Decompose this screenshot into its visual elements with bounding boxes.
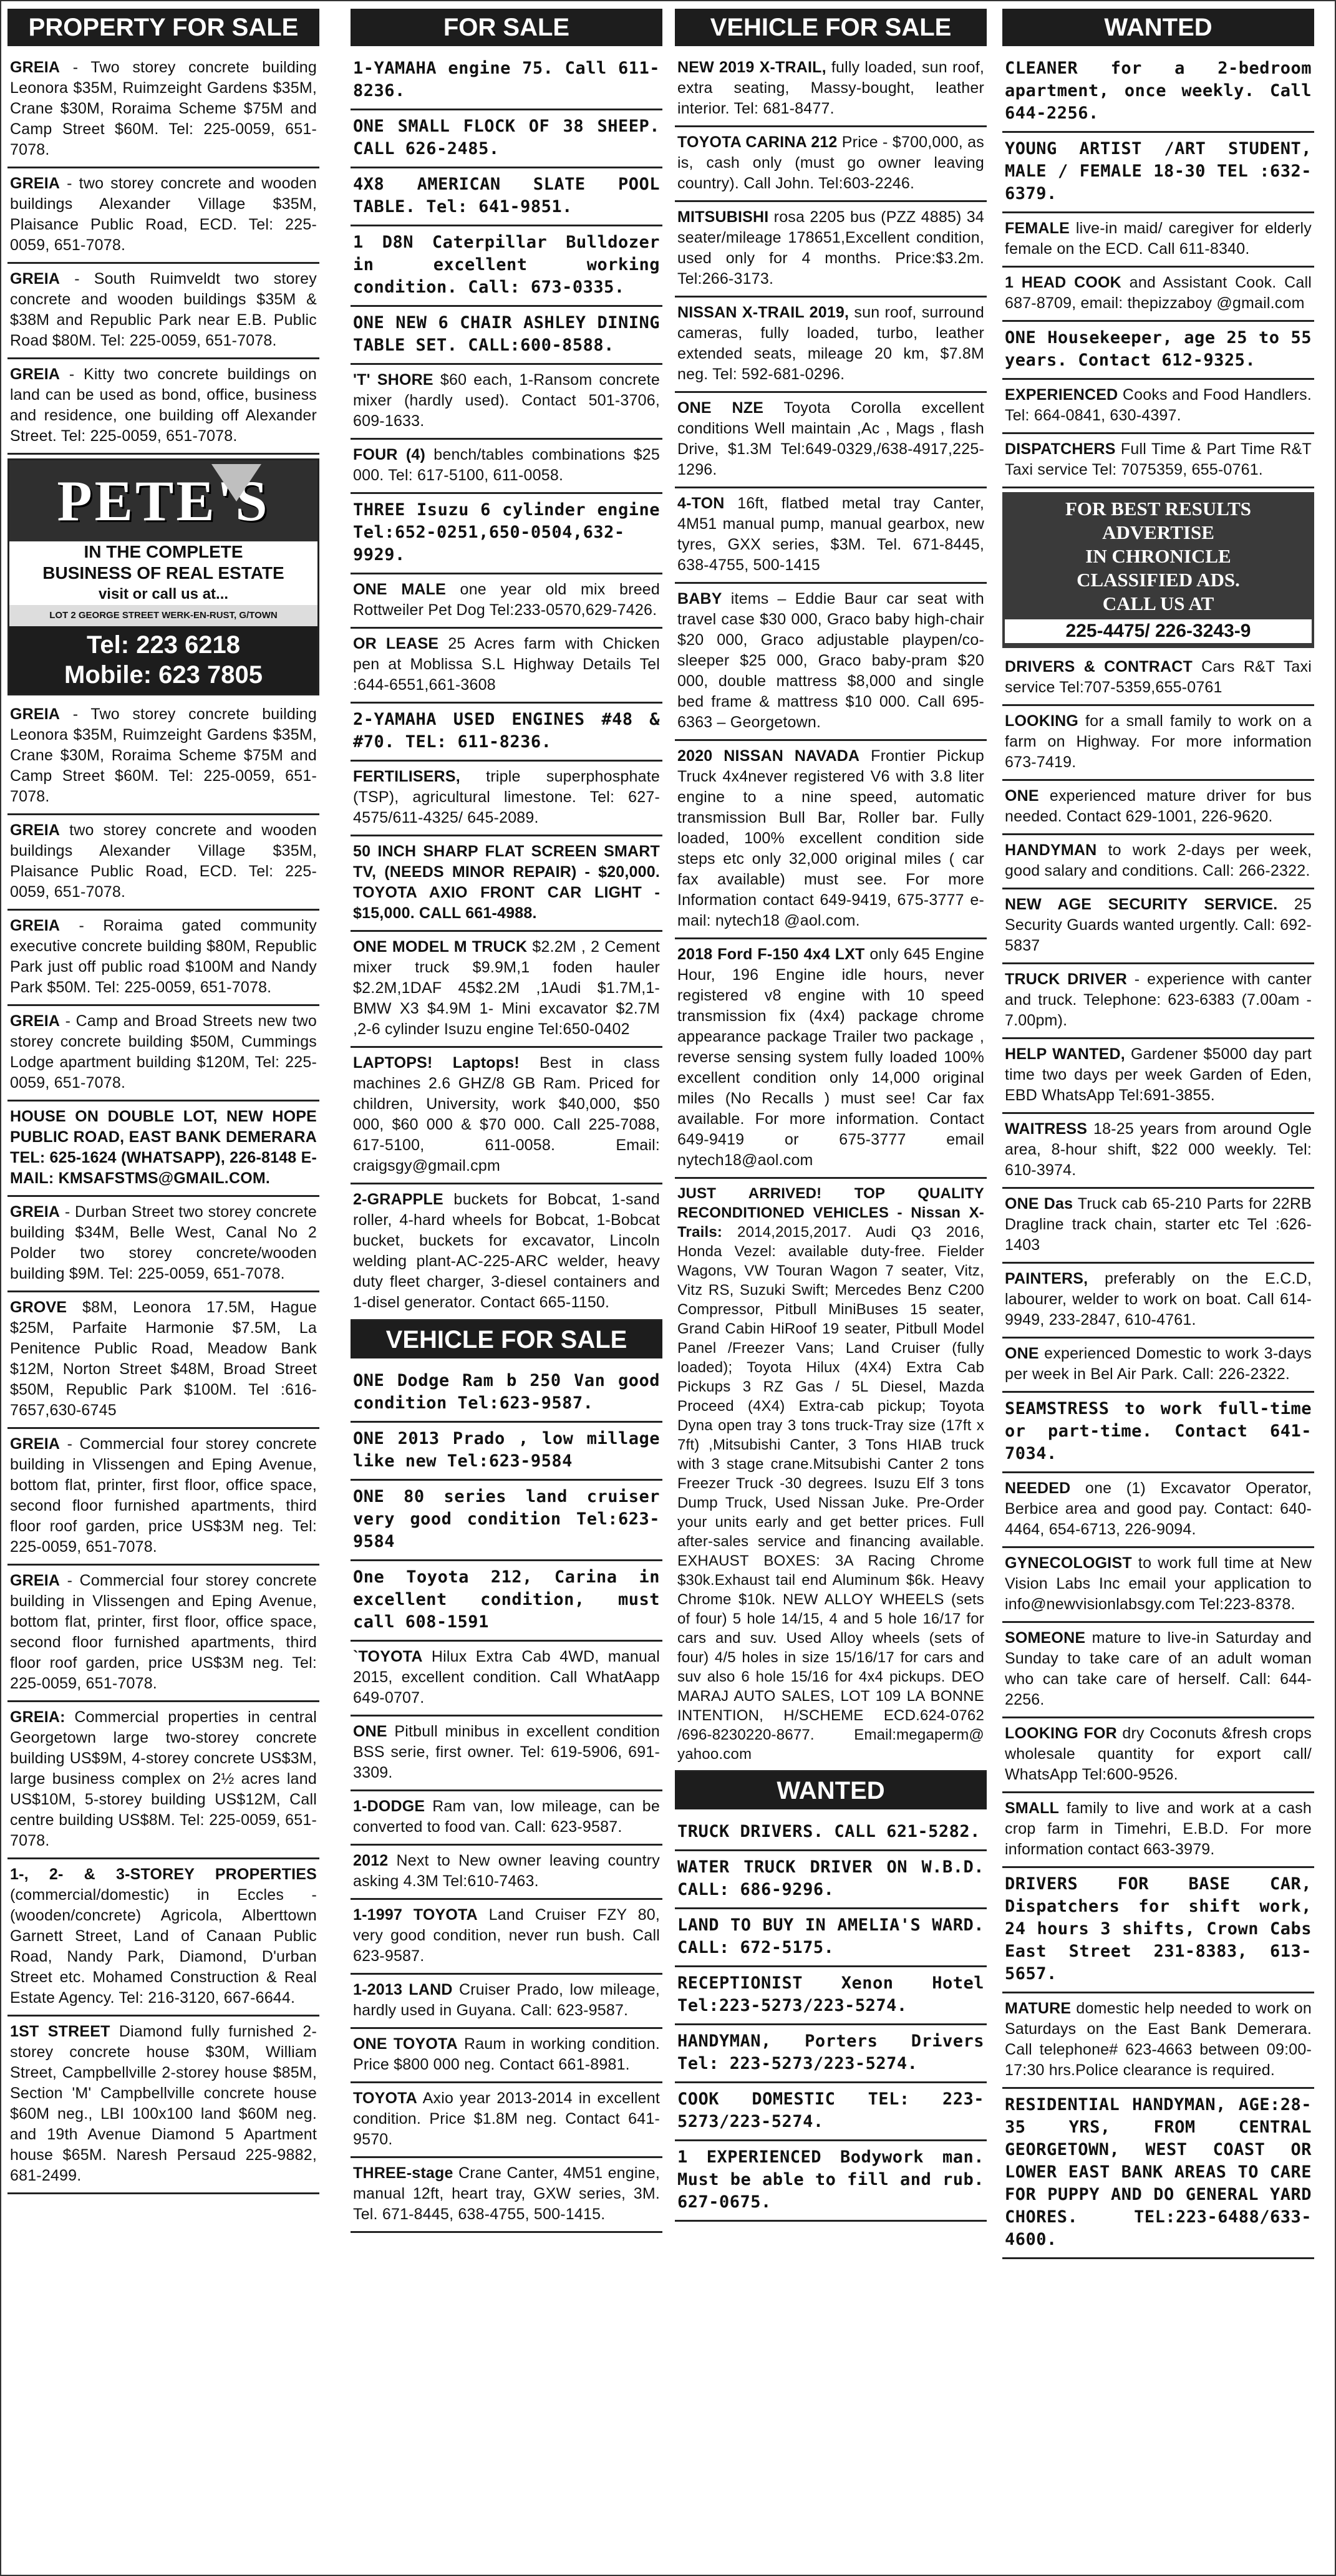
ad-lead: 1-DODGE xyxy=(353,1798,425,1815)
petes-tel: Tel: 223 6218 xyxy=(86,631,241,659)
classified-ad xyxy=(675,2141,987,2222)
classified-ad xyxy=(351,1642,662,1717)
ad-text: items – Eddie Baur car seat with travel case $30 000, Graco baby high-chair $20 000, Graco adjustable playpen/co-sleeper $25 000, Graco baby-pram $20 000, double mattress $8,000 and single bed frame & mattress $10 000. Call 695-6363 – Georgetown. xyxy=(677,590,984,731)
ad-lead: 4-TON xyxy=(677,495,725,512)
promo-line-5: CALL US AT xyxy=(1102,593,1214,614)
classified-ad xyxy=(351,1048,662,1184)
ad-text: 25 Acres farm with Chicken pen at Moblissa S.L Highway Details Tel :644-6551,661-3608 xyxy=(353,635,660,694)
petes-tagline-1: IN THE COMPLETE xyxy=(84,542,243,561)
classified-ad xyxy=(1002,2089,1314,2259)
classified-ad xyxy=(1002,133,1314,213)
classified-ad xyxy=(351,307,662,365)
ad-lead: HELP WANTED, xyxy=(1005,1045,1125,1063)
ad-text: - Commercial four storey concrete building in Vlissengen and Eping Avenue, bottom flat, printer, first floor, office space, second floor furnished apartments, third floor roof garden, price US$3M neg. Tel: 225-0059, 651-7078. xyxy=(10,1435,317,1556)
classified-ad xyxy=(675,1851,987,1909)
ad-lead: ONE Das xyxy=(1005,1195,1073,1213)
ad-lead: `TOYOTA xyxy=(353,1648,423,1665)
classified-ad xyxy=(351,440,662,494)
classified-ad xyxy=(1002,1868,1314,1993)
classified-ad xyxy=(351,1365,662,1423)
ad-lead: LOOKING FOR xyxy=(1005,1725,1117,1742)
ad-text: dry Coconuts &fresh crops wholesale quantity for export call/ WhatsApp Tel:600-9526. xyxy=(1005,1725,1312,1783)
classified-ad xyxy=(675,939,987,1179)
classified-ad xyxy=(1002,889,1314,964)
ad-text: $8M, Leonora 17.5M, Hague $25M, Parfaite Harmonie $7.5M, La Penitence Public Road, Meadow Bank $12M, Norton Street $48M, Broad Street $50M, Republic Park $100M. Tel :616-7657,630-6745 xyxy=(10,1299,317,1419)
petes-phones xyxy=(9,626,317,694)
classified-ad xyxy=(1002,1548,1314,1623)
ad-lead: BABY xyxy=(677,590,722,608)
ad-text: $2.2M , 2 Cement mixer truck $9.9M,1 foden hauler $2.2M,1DAF 45$2.2M ,1Audi $1.7M,1-BMW X3 $4.9M 1- Mini excavator $2.7M ,2-6 cylinder Isuzu engine Tel:650-0402 xyxy=(353,938,661,1038)
ad-lead: GREIA xyxy=(10,175,61,192)
wanted-ads-2 xyxy=(675,1816,987,2222)
ad-lead: 1 HEAD COOK xyxy=(1005,274,1121,291)
ad-text: Hilux Extra Cab 4WD, manual 2015, excellent condition. Call WhatAapp 649-0707. xyxy=(353,1648,660,1707)
ad-lead: ONE MALE xyxy=(353,581,446,598)
ad-text: Truck cab 65-210 Parts for 22RB Dragline track chain, starter etc Tel :626-1403 xyxy=(1005,1195,1312,1254)
classified-ad xyxy=(1002,322,1314,380)
ad-text: RESIDENTIAL HANDYMAN, AGE:28-35 YRS, FROM CENTRAL GEORGETOWN, WEST COAST OR LOWER EAST BANK AREAS TO CARE FOR PUPPY AND DO GENERAL YARD CHORES. TEL:223-6488/633-4600. xyxy=(1005,2095,1312,2249)
forsale-ads xyxy=(351,52,662,1321)
ad-lead: MITSUBISHI xyxy=(677,208,769,226)
ad-text: one (1) Excavator Operator, Berbice area and good pay. Contact: 640-4464, 654-6713, 226-9094. xyxy=(1005,1479,1312,1538)
classified-ad xyxy=(351,629,662,704)
ad-text: live-in maid/ caregiver for elderly female on the ECD. Call 611-8340. xyxy=(1005,220,1312,258)
ad-text: - Two storey concrete building Leonora $35M, Ruimzeight Gardens $35M, Crane $30M, Roraima Scheme $75M and Camp Street $60M. Tel: 225-0059, 651-7078. xyxy=(10,59,317,158)
ad-text: WATER TRUCK DRIVER ON W.B.D. CALL: 686-9296. xyxy=(677,1857,984,1899)
classified-ad xyxy=(7,1197,319,1292)
classified-ad xyxy=(1002,1718,1314,1793)
classified-ad xyxy=(351,1900,662,1975)
property-ads-top xyxy=(7,52,319,455)
ad-lead: GROVE xyxy=(10,1299,67,1316)
classified-ad xyxy=(675,1967,987,2025)
classified-ad xyxy=(1002,1793,1314,1868)
petes-logo xyxy=(9,460,317,541)
classified-ad xyxy=(7,1702,319,1859)
ad-lead: SOMEONE xyxy=(1005,1629,1086,1647)
chronicle-promo-box xyxy=(1002,492,1314,648)
ad-lead: THREE-stage xyxy=(353,2164,453,2182)
petes-mobile: Mobile: 623 7805 xyxy=(64,661,263,689)
ad-lead: GREIA xyxy=(10,917,61,934)
ad-text: - South Ruimveldt two storey concrete and wooden buildings $35M & $38M and Republic Park near E.B. Public Road $80M. Tel: 225-0059, 651-7078. xyxy=(10,270,317,349)
ad-lead: GREIA xyxy=(10,1203,61,1221)
classified-ad xyxy=(351,1481,662,1561)
classified-ad xyxy=(351,168,662,226)
petes-tagline-3: visit or call us at... xyxy=(98,586,229,603)
ad-text: for a small family to work on a farm on Highway. For more information 673-7419. xyxy=(1005,712,1312,771)
ad-text: DRIVERS FOR BASE CAR, Dispatchers for shift work, 24 hours 3 shifts, Crown Cabs East Street 231-8383, 613-5657. xyxy=(1005,1874,1312,1983)
ad-text: rosa 2205 bus (PZZ 4885) 34 seater/mileage 178651,Excellent condition, used only for 4 months. Price:$3.2m. Tel:266-3173. xyxy=(677,208,984,288)
classified-ad xyxy=(351,1975,662,2029)
ad-text: TRUCK DRIVERS. CALL 621-5282. xyxy=(677,1822,980,1841)
classified-ad xyxy=(675,2083,987,2141)
vehicle-ads-2 xyxy=(351,1365,662,2233)
ad-text: - Two storey concrete building Leonora $35M, Ruimzeight Gardens $35M, Crane $30M, Roraima Scheme $75M and Camp Street $60M. Tel: 225-0059, 651-7078. xyxy=(10,705,317,805)
ad-lead: NEW AGE SECURITY SERVICE. xyxy=(1005,896,1278,913)
ad-text: Toyota Corolla excellent conditions Well maintain ,Ac , Mags , flash Drive, $1.3M Tel:649-0329,/638-4917,225-1296. xyxy=(677,399,984,478)
classified-ad xyxy=(1002,781,1314,835)
ad-text: Gardener $5000 day part time two days per week Garden of Eden, EBD WhatsApp Tel:691-3855. xyxy=(1005,1045,1312,1104)
ad-text: 2-YAMAHA USED ENGINES #48 & #70. TEL: 611-8236. xyxy=(353,710,660,752)
promo-line-2: ADVERTISE xyxy=(1102,521,1214,543)
classified-ad xyxy=(351,1423,662,1481)
classified-ad xyxy=(351,932,662,1048)
ad-text: Land Cruiser FZY 80, very good condition, never run bush. Call 623-9587. xyxy=(353,1906,660,1965)
ad-text: ONE 2013 Prado , low millage like new Tel:623-9584 xyxy=(353,1429,660,1471)
classified-ad xyxy=(1002,434,1314,488)
ad-lead: ONE xyxy=(1005,787,1039,805)
ad-lead: NISSAN X-TRAIL 2019, xyxy=(677,304,850,321)
classified-ad xyxy=(675,2025,987,2083)
ad-text: Price - $700,000, as is, cash only (must go owner leaving country). Call John. Tel:603-2246. xyxy=(677,133,984,192)
ad-lead: GREIA: xyxy=(10,1708,65,1726)
ad-text: Cars R&T Taxi service Tel:707-5359,655-0761 xyxy=(1005,658,1312,696)
ad-text: fully loaded, sun roof, extra seating, Massy-bought, leather interior. Tel: 681-8477. xyxy=(677,59,984,117)
ad-text: Cooks and Food Handlers. Tel: 664-0841, 630-4397. xyxy=(1005,386,1312,424)
classified-ad xyxy=(351,1846,662,1900)
classified-ad xyxy=(7,264,319,359)
ad-text: Commercial properties in central Georgetown large two-storey concrete building US$9M, 4-storey concrete US$3M, large business complex on 2½ acres land US$10M, 5-storey building US$12M, Call centre building US$8M. Tel: 225-0059, 651-7078. xyxy=(10,1708,317,1849)
ad-lead: MATURE xyxy=(1005,2000,1072,2017)
classified-ad xyxy=(1002,1993,1314,2089)
classified-ad xyxy=(351,1791,662,1846)
ad-text: - Camp and Broad Streets new two storey concrete building $50M, Cummings Lodge apartment building $120M, Tel: 225-0059, 651-7078. xyxy=(10,1012,317,1092)
classified-ad xyxy=(7,52,319,168)
ad-text: experienced Domestic to work 3-days per week in Bel Air Park. Call: 226-2322. xyxy=(1005,1345,1312,1383)
ad-text: 1 EXPERIENCED Bodywork man. Must be able to fill and rub. 627-0675. xyxy=(677,2147,984,2212)
ad-lead: HOUSE ON DOUBLE LOT, NEW HOPE PUBLIC ROAD, EAST BANK DEMERARA TEL: 625-1624 (WHATSAPP), 226-8148 E-MAIL: KMSAFSTMS@GMAIL.COM. xyxy=(10,1108,317,1187)
section-header-vehicle: VEHICLE FOR SALE xyxy=(675,9,987,46)
ad-text: - Kitty two concrete buildings on land can be used as bond, office, business and residence, one building off Alexander Street. Tel: 225-0059, 651-7078. xyxy=(10,366,317,445)
classified-ad xyxy=(675,202,987,298)
property-ads-bottom xyxy=(7,699,319,2194)
classified-ad xyxy=(351,52,662,110)
ad-text: experienced mature driver for bus needed. Contact 629-1001, 226-9620. xyxy=(1005,787,1312,825)
ad-text: only 645 Engine Hour, 196 Engine idle hours, never registered v8 engine with 10 speed transmission fix (4x4) package chrome appearance package Trailer two package , reverse sensing system fully loaded 100% excellent condition only 14,000 original miles (No Recalls ) must see! Car fax available. For more information. Contact 649-9419 or 675-3777 email nytech18@aol.com xyxy=(677,946,984,1169)
property-column xyxy=(7,9,319,2569)
ad-lead: TOYOTA CARINA 212 xyxy=(677,133,838,151)
classified-ad xyxy=(1002,1264,1314,1339)
ad-text: Crane Canter, 4M51 engine, manual 12ft, heart tray, GXW series, 3M. Tel. 671-8445, 638-4755, 500-1415. xyxy=(353,2164,660,2223)
ad-lead: 2012 xyxy=(353,1852,389,1869)
classified-ad xyxy=(675,741,987,939)
classified-ad xyxy=(1002,1473,1314,1548)
classified-ad xyxy=(1002,964,1314,1039)
ad-text: Best in class machines 2.6 GHZ/8 GB Ram. Priced for children, University, work $40,000, $50 000, $60 000 & $70 000. Call 225-7088, 617-5100, 611-0058. Email: craigsgy@gmail.cpm xyxy=(353,1054,661,1174)
classified-ad xyxy=(351,704,662,762)
ad-lead: FERTILISERS, xyxy=(353,768,460,785)
wanted-ads-more xyxy=(1002,652,1314,2259)
ad-lead: ONE MODEL M TRUCK xyxy=(353,938,528,956)
ad-text: SEAMSTRESS to work full-time or part-time. Contact 641-7034. xyxy=(1005,1399,1312,1463)
ad-text: family to live and work at a cash crop farm in Timehri, E.B.D. For more information contact 663-3979. xyxy=(1005,1799,1312,1858)
classified-ad xyxy=(7,1102,319,1197)
ad-text: Full Time & Part Time R&T Taxi service Tel: 7075359, 655-0761. xyxy=(1005,440,1312,478)
ad-text: Diamond fully furnished 2-storey concrete house $30M, William Street, Campbellville 2-storey house $85M, Section 'M' Campbellville concrete house $60M neg., LBI 100x100 land $60M neg. and 19th Avenue Diamond 5 Apartment house $65M. Naresh Persaud 225-9882, 681-2499. xyxy=(10,2023,317,2184)
ad-text: Ram van, low mileage, can be converted to food van. Call: 623-9587. xyxy=(353,1798,660,1836)
ad-text: to work full time at New Vision Labs Inc email your application to info@newvisionlabsgy.com Tel:223-8378. xyxy=(1005,1554,1312,1613)
ad-lead: GREIA xyxy=(10,59,61,76)
classified-ad xyxy=(1002,213,1314,268)
classified-ad xyxy=(351,1561,662,1642)
classified-ad xyxy=(351,2158,662,2233)
section-header-vehicle-2: VEHICLE FOR SALE xyxy=(351,1321,662,1358)
ad-text: mature to live-in Saturday and Sunday to take care of an adult woman who can take care of herself. Call: 644-2256. xyxy=(1005,1629,1312,1708)
classified-ad xyxy=(1002,1039,1314,1114)
classified-ad xyxy=(351,2029,662,2083)
ad-text: RECEPTIONIST Xenon Hotel Tel:223-5273/223-5274. xyxy=(677,1973,984,2015)
ad-text: domestic help needed to work on Saturdays on the East Bank Demerara. Call telephone# 623-4663 between 09:00- 17:30 hrs.Police clearance is required. xyxy=(1005,2000,1312,2079)
classified-ad xyxy=(1002,1339,1314,1393)
ad-lead: EXPERIENCED xyxy=(1005,386,1118,404)
classified-ad xyxy=(351,2083,662,2158)
promo-line-4: CLASSIFIED ADS. xyxy=(1077,569,1240,591)
classified-ad xyxy=(1002,706,1314,781)
ad-lead: 2020 NISSAN NAVADA xyxy=(677,747,860,765)
ad-text: two storey concrete and wooden buildings Alexander Village $35M, Plaisance Public Road, ECD. Tel: 225-0059, 651-7078. xyxy=(10,821,317,901)
ad-lead: 1-2013 LAND xyxy=(353,1981,453,1998)
ad-text: 16ft, flatbed metal tray Canter, 4M51 manual pump, manual gearbox, new tyres, GXX series, $3M. Tel. 671-8445, 638-4755, 500-1415 xyxy=(677,495,984,574)
classified-ad xyxy=(1002,1393,1314,1473)
ad-text: HANDYMAN, Porters Drivers Tel: 223-5273/223-5274. xyxy=(677,2031,984,2073)
ad-lead: LAPTOPS! Laptops! xyxy=(353,1054,520,1072)
classified-ad xyxy=(351,1184,662,1321)
classified-ad xyxy=(1002,1189,1314,1264)
ad-text: buckets for Bobcat, 1-sand roller, 4-hard wheels for Bobcat, 1-Bobcat bucket, buckets for excavator, Lincoln welding plant-AC-225-ARC welder, heavy duty fleet charger, 3-diesel containers and 1-disel generator. Contact 665-1150. xyxy=(353,1191,660,1311)
ad-lead: OR LEASE xyxy=(353,635,439,652)
section-header-property: PROPERTY FOR SALE xyxy=(7,9,319,46)
ad-lead: GREIA xyxy=(10,270,61,288)
ad-text: - Durban Street two storey concrete building $34M, Belle West, Canal No 2 Polder two storey concrete/wooden building $9M. Tel: 225-0059, 651-7078. xyxy=(10,1203,317,1282)
classified-ad xyxy=(7,911,319,1006)
classified-ad xyxy=(7,1006,319,1102)
classified-ad xyxy=(675,393,987,488)
ad-lead: TRUCK DRIVER xyxy=(1005,971,1127,988)
classified-ad xyxy=(351,226,662,307)
vehicle-column xyxy=(675,9,987,2569)
classified-ad xyxy=(7,1566,319,1702)
ad-lead: GREIA xyxy=(10,1572,61,1589)
ad-lead: PAINTERS, xyxy=(1005,1270,1088,1287)
classified-ad xyxy=(351,365,662,440)
classified-ad xyxy=(351,494,662,574)
ad-text: ONE NEW 6 CHAIR ASHLEY DINING TABLE SET. CALL:600-8588. xyxy=(353,313,660,355)
ad-lead: LOOKING xyxy=(1005,712,1079,730)
classified-ad xyxy=(675,52,987,127)
ad-lead: DISPATCHERS xyxy=(1005,440,1116,458)
ad-text: Raum in working condition. Price $800 000 neg. Contact 661-8981. xyxy=(353,2035,660,2073)
ad-text: CLEANER for a 2-bedroom apartment, once weekly. Call 644-2256. xyxy=(1005,59,1312,123)
ad-text: preferably on the E.C.D, labourer, welder to work on boat. Call 614-9949, 233-2847, 610-4761. xyxy=(1005,1270,1312,1329)
promo-line-3: IN CHRONICLE xyxy=(1085,545,1231,567)
vehicle-ads xyxy=(675,52,987,1772)
ad-text: 1-YAMAHA engine 75. Call 611-8236. xyxy=(353,59,660,100)
ad-text: YOUNG ARTIST /ART STUDENT, MALE / FEMALE 18-30 TEL :632-6379. xyxy=(1005,139,1312,203)
ad-lead: GREIA xyxy=(10,1012,61,1030)
ad-text: one year old mix breed Rottweiler Pet Dog Tel:233-0570,629-7426. xyxy=(353,581,661,619)
classified-ad xyxy=(1002,835,1314,889)
classified-ad xyxy=(675,127,987,202)
ad-text: Next to New owner leaving country asking 4.3M Tel:610-7463. xyxy=(353,1852,660,1890)
ad-lead: GYNECOLOGIST xyxy=(1005,1554,1132,1572)
classified-ad xyxy=(675,584,987,741)
classified-ad xyxy=(7,168,319,264)
classified-ad xyxy=(351,762,662,836)
classified-ad xyxy=(675,298,987,393)
ad-text: Pitbull minibus in excellent condition BSS serie, first owner. Tel: 619-5906, 691-3309. xyxy=(353,1723,660,1781)
ad-text: - Commercial four storey concrete building in Vlissengen and Eping Avenue, bottom flat, printer, first floor, office space, second floor furnished apartments, third floor roof garden, price US$3M neg. Tel: 225-0059, 651-7078. xyxy=(10,1572,317,1692)
ad-text: - experience with canter and truck. Telephone: 623-6383 (7.00am - 7.00pm). xyxy=(1005,971,1312,1029)
ad-lead: GREIA xyxy=(10,1435,61,1453)
ad-text: bench/tables combinations $25 000. Tel: 617-5100, 611-0058. xyxy=(353,446,660,484)
ad-text: 18-25 years from around Ogle area, 8-hour shift, $22 000 weekly. Tel: 610-3974. xyxy=(1005,1120,1312,1179)
ad-lead: NEEDED xyxy=(1005,1479,1071,1497)
classified-ad xyxy=(351,574,662,629)
ad-text: 4X8 AMERICAN SLATE POOL TABLE. Tel: 641-9851. xyxy=(353,175,660,216)
ad-lead: 1ST STREET xyxy=(10,2023,110,2040)
ad-lead: HANDYMAN xyxy=(1005,841,1097,859)
promo-line-1: FOR BEST RESULTS xyxy=(1065,498,1252,520)
ad-lead: JUST ARRIVED! TOP QUALITY RECONDITIONED VEHICLES - Nissan X-Trails: xyxy=(677,1185,984,1241)
section-header-forsale: FOR SALE xyxy=(351,9,662,46)
ad-text: sun roof, surround cameras, fully loaded, turbo, leather extended seats, mileage 20 km, $7.8M neg. Tel: 592-681-0296. xyxy=(677,304,985,383)
ad-lead: 1-1997 TOYOTA xyxy=(353,1906,478,1924)
section-header-wanted-2: WANTED xyxy=(675,1772,987,1809)
promo-phone: 225-4475/ 226-3243-9 xyxy=(1005,619,1312,643)
petes-logo-text: PETE'S xyxy=(57,469,270,533)
classified-ad xyxy=(675,1179,987,1772)
ad-text: $60 each, 1-Ransom concrete mixer (hardly used). Contact 501-3706, 609-1633. xyxy=(353,371,660,430)
ad-lead: WAITRESS xyxy=(1005,1120,1088,1138)
ad-text: 50 INCH SHARP FLAT SCREEN SMART TV, (NEEDS MINOR REPAIR) - $20,000. TOYOTA AXIO FRONT CAR LIGHT - $15,000. CALL 661-4988. xyxy=(353,843,660,922)
ad-text: 2014,2015,2017. Audi Q3 2016, Honda Vezel: available duty-free. Fielder Wagons, VW Touran Wagon 7 seater, Vitz, Vitz RS, Suzuki Swift; Mercedes Benz C200 Compressor, Pitbull MiniBuses 15 seater, Grand Cabin HiRoof 19 seater, Pitbull Model Panel /Freezer Vans; Land Cruiser (fully loaded); Toyota Hilux (4X4) Extra Cab Pickups 3 RZ Gas / 5L Diesel, Mazda Proceed (4X4) Extra-cab pickup; Toyota Dyna open tray 3 tons truck-Tray size (17ft x 7ft) ,Mitsubishi Canter, 3 Tons HIAB truck with 3 stage crane.Mitsubishi Canter 2 tons Freezer Truck -30 degrees. Isuzu Elf 3 tons Dump Truck, Used Nissan Juke. Pre-Order your units early and get better prices. Full after-sales service and financing available. EXHAUST BOXES: 3A Racing Chrome $30k.Exhaust tail end Aluminum $6k. Heavy Chrome $10k. NEW ALLOY WHEELS (sets of four) 5 hole 14/15, 4 and 5 hole 16/17 for cars and suv. Used Alloy wheels (sets of four) 4/5 holes in size 15/16/17 for cars and suv also 6 hole 15/16 for 4x4 pickups. DEO MARAJ AUTO SALES, LOT 109 LA BONNE INTENTION, H/SCHEME ECD.624-0762 /696-8230220-8677. Email:megaperm@ yahoo.com xyxy=(677,1224,984,1763)
ad-text: Cruiser Prado, low mileage, hardly used in Guyana. Call: 623-9587. xyxy=(353,1981,660,2019)
ad-text: Frontier Pickup Truck 4x4never registered V6 with 3.8 liter engine to a nine speed, automatic transmission Bull Bar, Roller bar. Fully loaded, 100% excellent condition side steps etc only 32,000 original miles ( car fax available) must see. For more Information contact 649-9419, 675-3777 e-mail: nytech18 @aol.com. xyxy=(677,747,984,929)
ad-text: ONE Housekeeper, age 25 to 55 years. Contact 612-9325. xyxy=(1005,328,1312,370)
classified-ad xyxy=(675,488,987,584)
ad-lead: SMALL xyxy=(1005,1799,1060,1817)
classified-ad xyxy=(1002,268,1314,322)
ad-text: 25 Security Guards wanted urgently. Call: 692-5837 xyxy=(1005,896,1312,954)
classified-ad xyxy=(1002,1623,1314,1718)
classified-ad xyxy=(351,1717,662,1791)
classified-ad xyxy=(1002,52,1314,133)
ad-text: to work 2-days per week, good salary and conditions. Call: 266-2322. xyxy=(1005,841,1312,879)
ad-text: THREE Isuzu 6 cylinder engine Tel:652-0251,650-0504,632-9929. xyxy=(353,500,660,564)
classified-ad xyxy=(1002,652,1314,706)
ad-lead: ONE TOYOTA xyxy=(353,2035,458,2053)
ad-lead: DRIVERS & CONTRACT xyxy=(1005,658,1193,675)
classified-ad xyxy=(351,836,662,932)
ad-lead: 'T' SHORE xyxy=(353,371,433,389)
ad-text: Axio year 2013-2014 in excellent condition. Price $1.8M neg. Contact 641-9570. xyxy=(353,2089,660,2148)
ad-text: ONE SMALL FLOCK OF 38 SHEEP. CALL 626-2485. xyxy=(353,117,660,158)
ad-text: and Assistant Cook. Call 687-8709, email: thepizzaboy @gmail.com xyxy=(1005,274,1312,312)
classified-ad xyxy=(351,110,662,168)
classified-ad xyxy=(7,359,319,455)
classified-ad xyxy=(675,1816,987,1851)
arrow-icon xyxy=(211,464,261,501)
ad-lead: 2018 Ford F-150 4x4 LXT xyxy=(677,946,865,963)
ad-text: COOK DOMESTIC TEL: 223-5273/223-5274. xyxy=(677,2089,984,2131)
ad-text: (commercial/domestic) in Eccles - (wooden/concrete) Agricola, Alberttown Garnett Street, Land of Canaan Public Road, Nandy Park, Diamond, D'urban Street etc. Mohamed Construction & Real Estate Agency. Tel: 216-3120, 667-6644. xyxy=(10,1886,317,2007)
ad-lead: FOUR (4) xyxy=(353,446,426,463)
classified-ad xyxy=(7,699,319,815)
ad-text: 1 D8N Caterpillar Bulldozer in excellent working condition. Call: 673-0335. xyxy=(353,233,660,297)
classified-ad xyxy=(7,1859,319,2017)
wanted-ads xyxy=(1002,52,1314,488)
ad-lead: GREIA xyxy=(10,705,61,723)
classified-ad xyxy=(7,1292,319,1429)
ad-lead: ONE xyxy=(1005,1345,1039,1362)
ad-text: ONE Dodge Ram b 250 Van good condition Tel:623-9587. xyxy=(353,1371,660,1413)
petes-tagline-2: BUSINESS OF REAL ESTATE xyxy=(42,563,284,583)
classified-ad xyxy=(1002,380,1314,434)
ad-lead: 1-, 2- & 3-STOREY PROPERTIES xyxy=(10,1866,317,1883)
forsale-column xyxy=(351,9,662,2569)
ad-lead: 2-GRAPPLE xyxy=(353,1191,443,1208)
classified-ad xyxy=(7,1429,319,1566)
classified-ad xyxy=(675,1909,987,1967)
ad-lead: GREIA xyxy=(10,366,61,383)
petes-address: LOT 2 GEORGE STREET WERK-EN-RUST, G/TOWN xyxy=(9,605,317,626)
ad-lead: TOYOTA xyxy=(353,2089,418,2107)
petes-real-estate-ad xyxy=(7,458,319,695)
ad-lead: NEW 2019 X-TRAIL, xyxy=(677,59,826,76)
ad-text: - Roraima gated community executive concrete building $80M, Republic Park just off public road $100M and Nandy Park $50M. Tel: 225-0059, 651-7078. xyxy=(10,917,317,996)
section-header-wanted: WANTED xyxy=(1002,9,1314,46)
wanted-column xyxy=(1002,9,1314,2569)
classified-ad xyxy=(7,2017,319,2194)
ad-lead: ONE xyxy=(353,1723,387,1740)
ad-lead: FEMALE xyxy=(1005,220,1070,237)
ad-text: LAND TO BUY IN AMELIA'S WARD. CALL: 672-5175. xyxy=(677,1915,984,1957)
ad-text: - two storey concrete and wooden buildings Alexander Village $35M, Plaisance Public Road, ECD. Tel: 225-0059, 651-7078. xyxy=(10,175,317,254)
ad-lead: ONE NZE xyxy=(677,399,764,417)
ad-text: triple superphosphate (TSP), agricultural limestone. Tel: 627-4575/611-4325/ 645-2089. xyxy=(353,768,660,826)
classified-ad xyxy=(7,815,319,911)
ad-text: One Toyota 212, Carina in excellent condition, must call 608-1591 xyxy=(353,1567,660,1632)
ad-lead: GREIA xyxy=(10,821,61,839)
classified-ad xyxy=(1002,1114,1314,1189)
ad-text: ONE 80 series land cruiser very good condition Tel:623-9584 xyxy=(353,1487,660,1551)
